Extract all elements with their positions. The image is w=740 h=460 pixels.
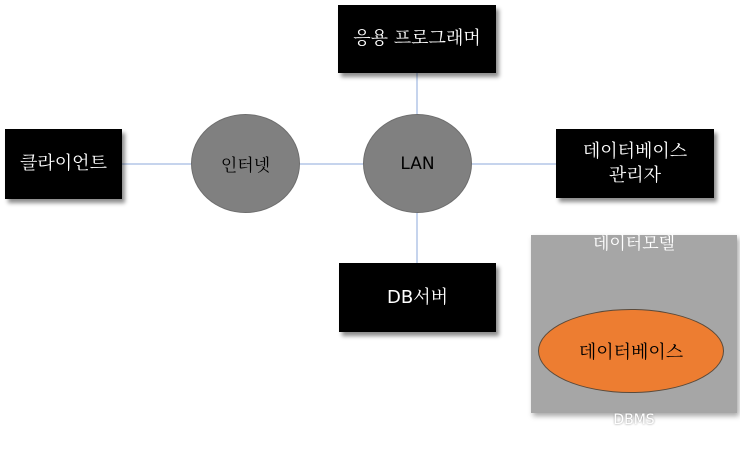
dba-label-line2: 관리자 bbox=[608, 164, 662, 186]
app-programmer-label: 응용 프로그래머 bbox=[353, 28, 481, 49]
data-model-label: 데이터모델 bbox=[592, 234, 676, 254]
dba-label-line1: 데이터베이스 bbox=[582, 140, 688, 162]
db-server-box bbox=[339, 263, 496, 332]
dbms-label: DBMS bbox=[613, 412, 655, 428]
dba-box bbox=[556, 129, 714, 198]
client-label: 클라이언트 bbox=[20, 153, 107, 174]
internet-node bbox=[191, 114, 300, 213]
app-programmer-box bbox=[338, 5, 496, 73]
lan-node bbox=[363, 114, 472, 213]
internet-label: 인터넷 bbox=[220, 156, 271, 176]
client-box bbox=[5, 129, 122, 199]
db-server-label: DB서버 bbox=[387, 286, 448, 308]
lan-label: LAN bbox=[400, 153, 435, 174]
database-node bbox=[538, 309, 724, 393]
database-label: 데이터베이스 bbox=[578, 342, 684, 363]
